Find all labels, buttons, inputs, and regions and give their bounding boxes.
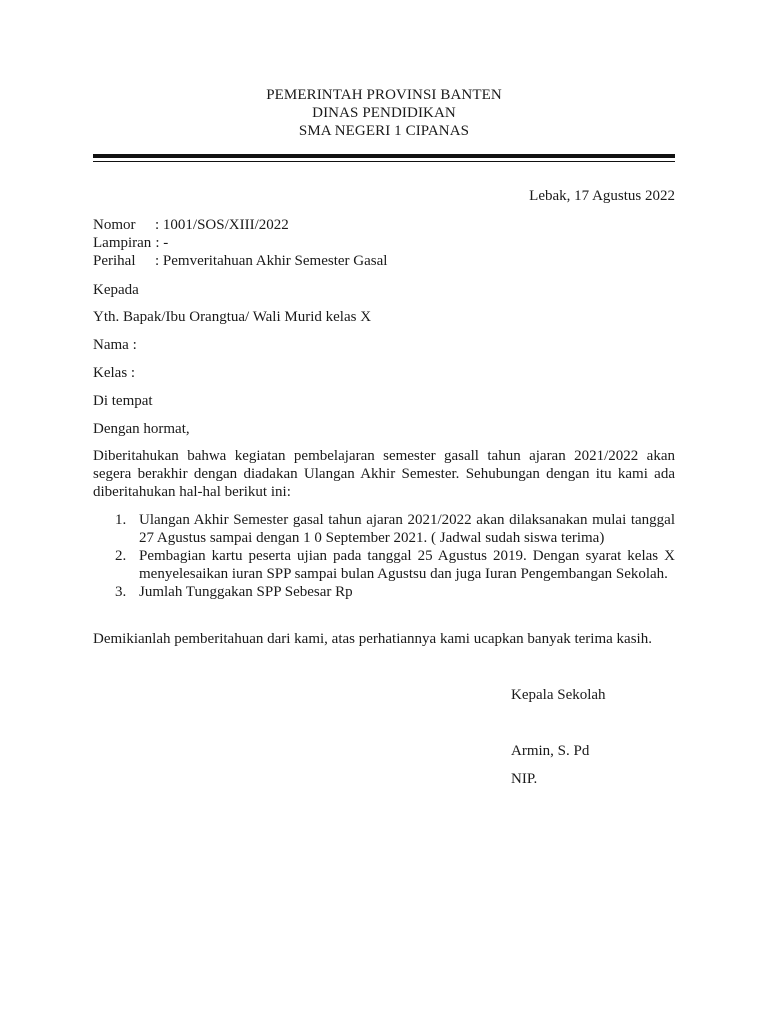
list-item	[93, 583, 675, 601]
meta-lampiran-value: : -	[155, 235, 169, 251]
address-nama: Nama :	[93, 337, 137, 353]
greeting: Dengan hormat,	[93, 421, 190, 437]
signature-nip: NIP.	[511, 771, 538, 787]
points-list	[93, 511, 675, 601]
letter-meta	[93, 216, 675, 270]
meta-nomor-label: Nomor	[93, 217, 136, 233]
letterhead-divider-thin	[93, 161, 675, 162]
meta-perihal-label: Perihal	[93, 253, 136, 269]
list-item	[93, 547, 675, 583]
list-item-number: 1.	[115, 512, 127, 528]
list-item	[93, 511, 675, 547]
meta-lampiran	[93, 234, 675, 252]
signature-title: Kepala Sekolah	[511, 687, 606, 703]
letter-date: Lebak, 17 Agustus 2022	[529, 188, 675, 204]
meta-lampiran-label: Lampiran	[93, 235, 152, 251]
signature-name: Armin, S. Pd	[511, 743, 590, 759]
letterhead	[93, 86, 675, 140]
letterhead-school: SMA NEGERI 1 CIPANAS	[298, 123, 470, 139]
letterhead-government: PEMERINTAH PROVINSI BANTEN	[266, 87, 502, 103]
address-ditempat: Di tempat	[93, 393, 153, 409]
letterhead-department: DINAS PENDIDIKAN	[312, 105, 456, 121]
list-item-text: Jumlah Tunggakan SPP Sebesar Rp	[139, 584, 353, 600]
list-item-number: 2.	[115, 548, 127, 564]
address-kelas: Kelas :	[93, 365, 136, 381]
list-item-text: Pembagian kartu peserta ujian pada tanggal 25 Agustus 2019. Dengan syarat kelas X menyelesaikan iuran SPP sampai bulan Agustsu dan juga Iuran Pengembangan Sekolah.	[139, 548, 675, 582]
meta-perihal	[93, 252, 675, 270]
meta-nomor-value: : 1001/SOS/XIII/2022	[155, 217, 289, 233]
letterhead-divider-thick	[93, 154, 675, 158]
meta-perihal-value: : Pemveritahuan Akhir Semester Gasal	[155, 253, 388, 269]
meta-nomor	[93, 216, 675, 234]
address-recipient: Yth. Bapak/Ibu Orangtua/ Wali Murid kelas X	[93, 309, 372, 325]
list-item-text: Ulangan Akhir Semester gasal tahun ajaran 2021/2022 akan dilaksanakan mulai tanggal 27 Agustus sampai dengan 1 0 September 2021. ( Jadwal sudah siswa terima)	[139, 512, 675, 546]
intro-paragraph: Diberitahukan bahwa kegiatan pembelajaran semester gasall tahun ajaran 2021/2022 akan segera berakhir dengan diadakan Ulangan Akhir Semester. Sehubungan dengan itu kami ada diberitahukan hal-hal berikut ini:	[93, 448, 675, 500]
list-item-number: 3.	[115, 584, 127, 600]
closing-paragraph: Demikianlah pemberitahuan dari kami, atas perhatiannya kami ucapkan banyak terima kasih.	[93, 631, 652, 647]
address-kepada: Kepada	[93, 282, 139, 298]
